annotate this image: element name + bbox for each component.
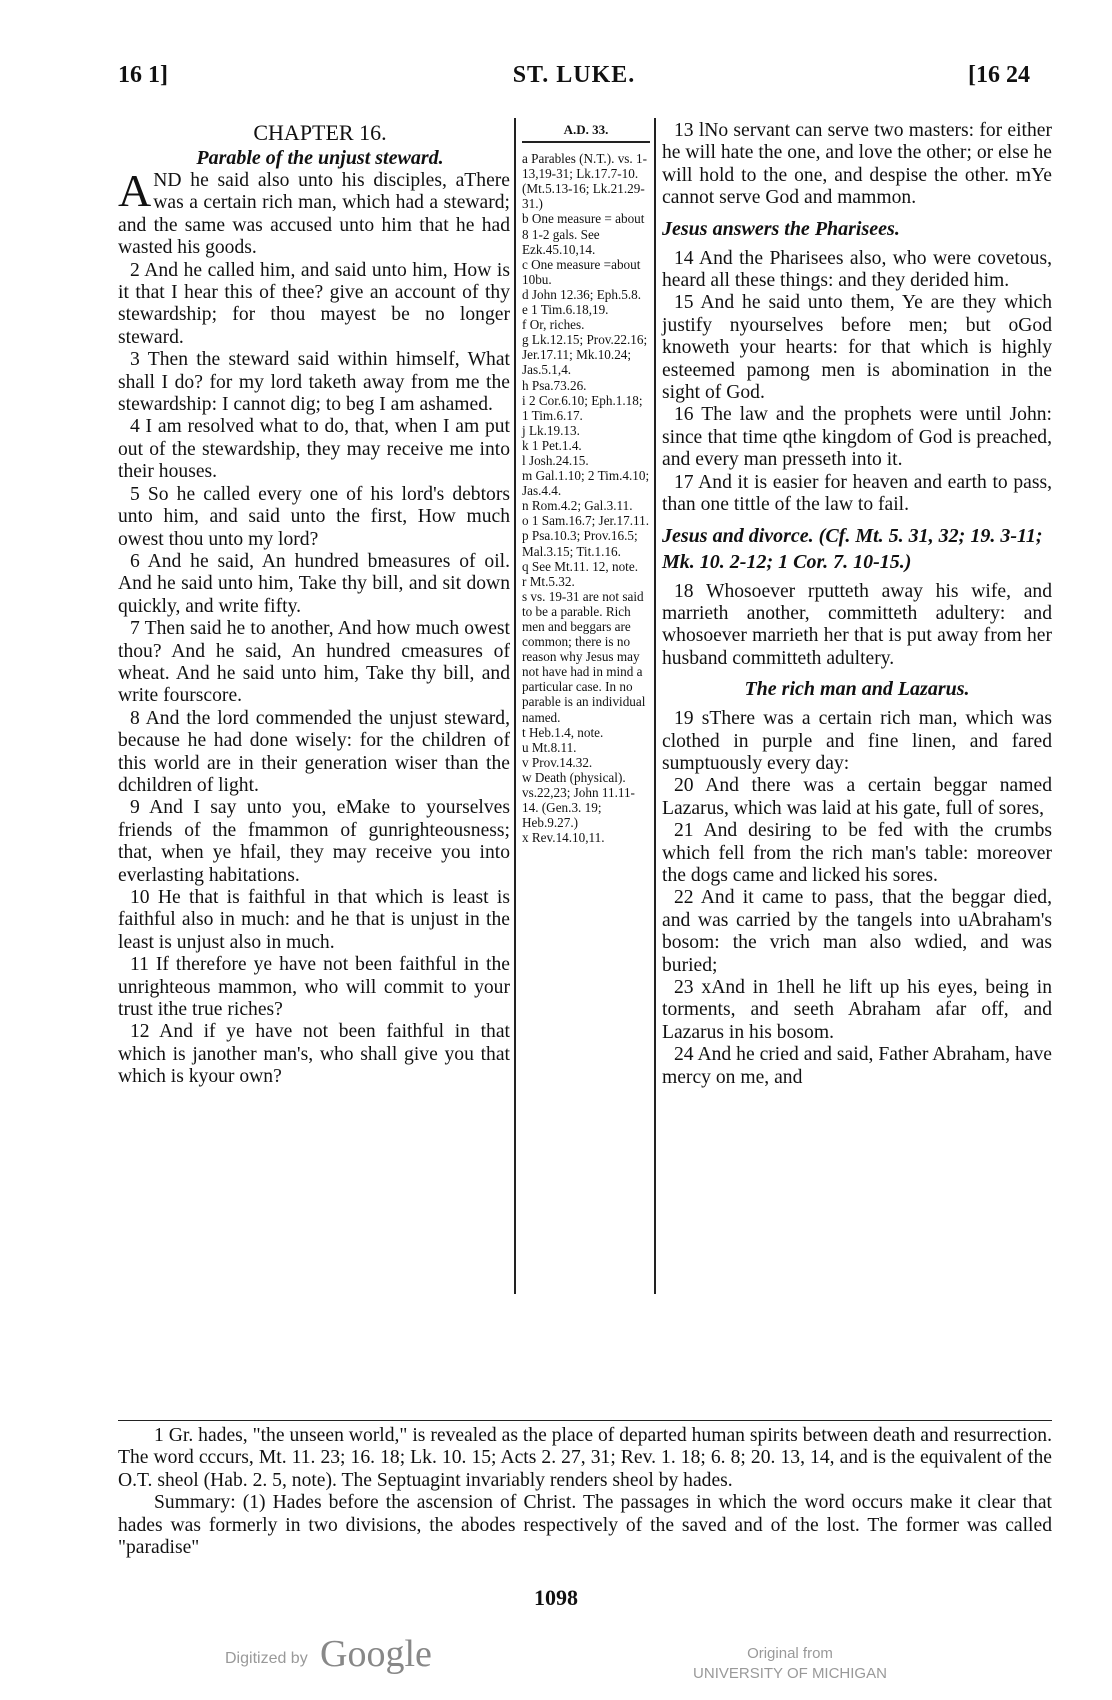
google-logo: Google [320,1633,432,1675]
ref-f: f Or, riches. [522,317,585,333]
verse-5: 5 So he called every one of his lord's debtors unto him, and said unto the first, How much owest thou unto my lord? [118,483,510,550]
verse-20: 20 And there was a certain beggar named Lazarus, which was laid at his gate, full of sores, [662,775,1052,819]
university-text: UNIVERSITY OF MICHIGAN [693,1665,887,1682]
column-rule-right [654,118,656,1294]
ref-w: w Death (physical). vs.22,23; John 11.11-14. (Gen.3. 19; Heb.9.27.) [522,769,635,831]
verse-10: 10 He that is faithful in that which is least is faithful also in much: and he that is unjust in the least is unjust also in much. [118,887,510,953]
ref-h: h Psa.73.26. [522,377,587,393]
footnote-block [118,1420,1052,1559]
footnote-hades: 1 Gr. hades, "the unseen world," is revealed as the place of departed human spirits between death and resurrection. The word cccurs, Mt. 11. 23; 16. 18; Lk. 10. 15; Acts 2. 27, 31; Rev. 1. 18; 6. 8; 20. 13, 14, and is the equivalent of the O.T. sheol (Hab. 2. 5, note). The Septuagint invariably renders sheol by hades. [118,1425,1052,1491]
ref-b: b One measure = about 8 1-2 gals. See Ezk.45.10,14. [522,211,645,257]
page-number: 1098 [534,1585,578,1610]
verse-16: 16 The law and the prophets were until John: since that time qthe kingdom of God is preached, and every man presseth into it. [662,404,1052,471]
ref-q: q See Mt.11. 12, note. [522,558,638,574]
ref-g: g Lk.12.15; Prov.22.16; Jer.17.11; Mk.10.24; Jas.5.1,4. [522,332,648,378]
right-text-column [662,120,1052,1089]
verse-15: 15 And he said unto them, Ye are they which justify nyourselves before men; but oGod knoweth your hearts: for that which is highly esteemed pamong men is abomination in the sight of God. [662,292,1052,404]
ref-s: s vs. 19-31 are not said to be a parable. Rich men and beggars are common; there is no reason why Jesus may not have had in mind a particular case. In no parable is an individual named. [522,588,646,725]
verse-19: 19 sThere was a certain rich man, which was clothed in purple and fine linen, and fared sumptuously every day: [662,708,1052,774]
verse-8: 8 And the lord commended the unjust steward, because he had done wisely: for the children of this world are in their generation wiser than the dchildren of light. [118,707,510,796]
running-header [118,62,1030,102]
ref-i: i 2 Cor.6.10; Eph.1.18; 1 Tim.6.17. [522,392,643,423]
verse-23: 23 xAnd in 1hell he lift up his eyes, being in torments, and seeth Abraham afar off, and Lazarus in his bosom. [662,977,1052,1043]
section-heading-divorce: Jesus and divorce. (Cf. Mt. 5. 31, 32; 19. 3-11; Mk. 10. 2-12; 1 Cor. 7. 10-15.) [662,524,1043,573]
section-heading-rich-man: The rich man and Lazarus. [744,678,970,701]
ref-r: r Mt.5.32. [522,573,575,589]
date-label: A.D. 33. [522,122,650,143]
original-source-label [670,1644,910,1684]
ref-l: l Josh.24.15. [522,452,589,468]
verse-6: 6 And he said, An hundred bmeasures of oil. And he said unto him, Take thy bill, and sit down quickly, and write fifty. [118,550,510,617]
ref-e: e 1 Tim.6.18,19. [522,302,609,318]
verse-22: 22 And it came to pass, that the beggar died, and was carried by the tangels into uAbraham's bosom: the vrich man also wdied, and was buried; [662,887,1052,976]
verse-2: 2 And he called him, and said unto him, How is it that I hear this of thee? give an account of thy stewardship; for thou mayest be no longer steward. [118,259,510,348]
ref-n: n Rom.4.2; Gal.3.11. [522,498,633,514]
ref-u: u Mt.8.11. [522,739,577,755]
verse-21: 21 And desiring to be fed with the crumbs which fell from the rich man's table: moreover the dogs came and licked his sores. [662,820,1052,886]
section-heading-pharisees: Jesus answers the Pharisees. [662,217,900,240]
ref-j: j Lk.19.13. [522,422,580,438]
verse-24: 24 And he cried and said, Father Abraham, have mercy on me, and [662,1044,1052,1088]
verse-1: AND he said also unto his disciples, aThere was a certain rich man, which had a steward; and the same was accused unto him that he had wasted his goods. [118,165,510,259]
verse-11: 11 If therefore ye have not been faithful in the unrighteous mammon, who will commit to your trust ithe true riches? [118,954,510,1021]
verse-7: 7 Then said he to another, And how much owest thou? And he said, An hundred cmeasures of wheat. And he said unto him, Take thy bill, and write fourscore. [118,618,510,707]
original-from-text: Original from [747,1645,833,1662]
ref-o: o 1 Sam.16.7; Jer.17.11. [522,513,649,529]
footnote-summary: Summary: (1) Hades before the ascension of Christ. The passages in which the word occurs make it clear that hades was formerly in two divisions, the abodes respectively of the saved and of the lost. The former was called "paradise" [118,1492,1052,1559]
header-left-ref: 16 1] [118,62,168,88]
ref-k: k 1 Pet.1.4. [522,437,582,453]
section-heading: Parable of the unjust steward. [196,147,444,169]
ref-v: v Prov.14.32. [522,754,593,770]
ref-m: m Gal.1.10; 2 Tim.4.10; Jas.4.4. [522,468,650,499]
verse-14: 14 And the Pharisees also, who were covetous, heard all these things: and they derided him. [662,247,1052,292]
left-text-column [118,120,510,1089]
column-rule-left [514,118,516,1294]
verse-3: 3 Then the steward said within himself, What shall I do? for my lord taketh away from me the stewardship: I cannot dig; to beg I am ashamed. [118,349,510,416]
ref-c: c One measure =about 10bu. [522,256,641,287]
drop-cap: A [118,165,152,216]
verse-18: 18 Whosoever rputteth away his wife, and marrieth another, committeth adultery: and whosoever marrieth her that is put away from her husband committeth adultery. [662,580,1052,669]
ref-p: p Psa.10.3; Prov.16.5; Mal.3.15; Tit.1.16. [522,528,638,559]
verse-12: 12 And if ye have not been faithful in that which is janother man's, who shall give you that which is kyour own? [118,1021,510,1088]
verse-9: 9 And I say unto you, eMake to yourselves friends of the fmammon of gunrighteousness; that, when ye hfail, they may receive you into everlasting habitations. [118,797,510,886]
verse-17: 17 And it is easier for heaven and earth to pass, than one tittle of the law to fail. [662,471,1052,516]
verse-4: 4 I am resolved what to do, that, when I am put out of the stewardship, they may receive me into their houses. [118,416,510,483]
digitized-by-label: Digitized by [225,1650,308,1667]
ref-a: a Parables (N.T.). vs. 1-13,19-31; Lk.17.7-10. (Mt.5.13-16; Lk.21.29-31.) [522,151,647,212]
verse-13: 13 lNo servant can serve two masters: for either he will hate the one, and love the other; or else he will hold to the one, and despise the other. mYe cannot serve God and mammon. [662,120,1052,209]
cross-reference-column [522,122,650,845]
ref-d: d John 12.36; Eph.5.8. [522,286,642,302]
header-right-ref: [16 24 [968,62,1030,88]
ref-t: t Heb.1.4, note. [522,724,604,740]
header-book-title: ST. LUKE. [512,62,636,88]
chapter-title: CHAPTER 16. [253,120,387,145]
ref-x: x Rev.14.10,11. [522,830,605,846]
